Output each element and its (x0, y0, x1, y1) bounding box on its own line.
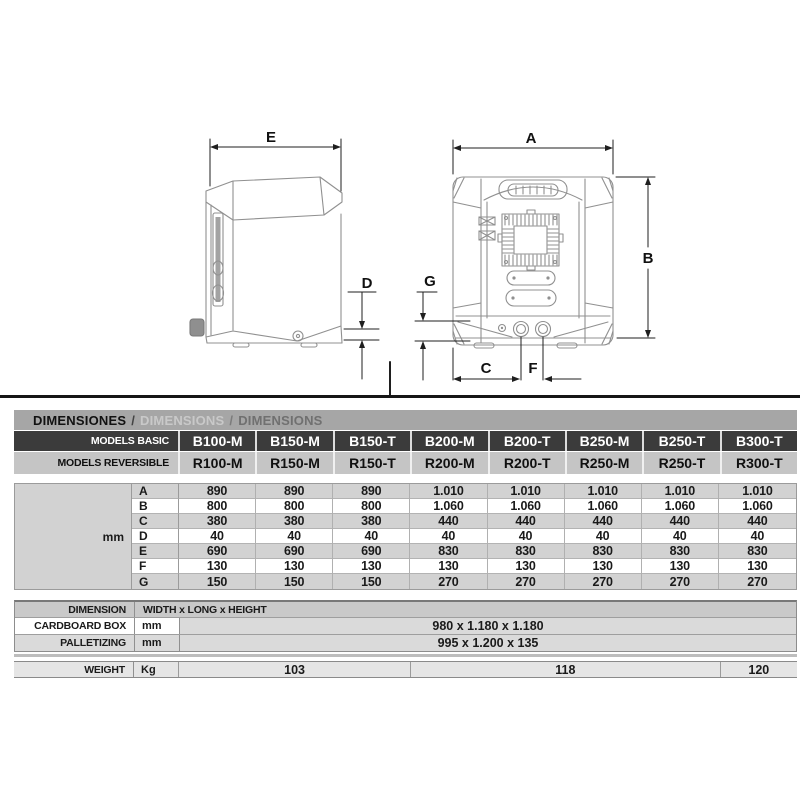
dim-value-cell: 40 (642, 529, 719, 544)
model-cell: R250-M (565, 452, 642, 474)
dim-value-cell: 130 (333, 559, 410, 574)
dim-value-cell: 440 (410, 514, 487, 529)
dim-letter: F (132, 559, 179, 574)
dim-value-cell: 380 (333, 514, 410, 529)
title-dimensions-en: DIMENSIONS (140, 412, 225, 428)
dim-label-C: C (480, 360, 492, 377)
dim-value-cell: 130 (488, 559, 565, 574)
dim-value-cell: 380 (256, 514, 333, 529)
model-cell: R150-M (255, 452, 332, 474)
models-reversible-label: MODELS REVERSIBLE (57, 457, 169, 469)
dim-value-cell: 890 (333, 484, 410, 499)
models-basic-row (14, 431, 797, 451)
dim-value-cell: 380 (179, 514, 256, 529)
dim-value-cell: 440 (488, 514, 565, 529)
dim-value-cell: 1.010 (410, 484, 487, 499)
dim-value-cell: 440 (719, 514, 796, 529)
palletizing-row (15, 634, 796, 651)
dim-value-cell: 40 (256, 529, 333, 544)
dim-value-cell: 440 (565, 514, 642, 529)
thin-separator-rule (14, 654, 797, 657)
model-cell: R150-T (333, 452, 410, 474)
model-cell: B250-M (565, 431, 642, 451)
dim-value-cell: 830 (488, 544, 565, 559)
dim-value-cell: 1.060 (488, 499, 565, 514)
model-cell: B150-T (333, 431, 410, 451)
dim-value-cell: 1.060 (410, 499, 487, 514)
dim-label-B: B (642, 250, 654, 267)
dim-value-cell: 270 (642, 574, 719, 589)
dim-value-cell: 130 (642, 559, 719, 574)
models-basic-label: MODELS BASIC (90, 435, 169, 447)
model-cell: B100-M (178, 431, 255, 451)
dim-letter: E (132, 544, 179, 559)
weight-table (14, 661, 797, 678)
dim-letter: A (132, 484, 179, 499)
title-dimensions-fr: DIMENSIONS (238, 412, 323, 428)
model-cell: R200-M (410, 452, 487, 474)
cardboard-box-value: 980 x 1.180 x 1.180 (179, 618, 796, 634)
dim-value-cell: 890 (179, 484, 256, 499)
dimension-format-label: WIDTH x LONG x HEIGHT (134, 602, 796, 617)
dim-value-cell: 270 (565, 574, 642, 589)
dim-value-cell: 800 (256, 499, 333, 514)
model-cell: R100-M (178, 452, 255, 474)
dim-value-cell: 1.010 (565, 484, 642, 499)
dim-value-cell: 270 (410, 574, 487, 589)
dim-value-cell: 1.010 (488, 484, 565, 499)
dim-value-cell: 830 (565, 544, 642, 559)
title-separator: / (131, 412, 136, 428)
dim-label-G: G (424, 273, 436, 290)
heat-pump-side-view (190, 177, 342, 347)
models-reversible-row (14, 452, 797, 474)
title-separator: / (229, 412, 234, 428)
title-dimensiones: DIMENSIONES (33, 412, 127, 428)
dim-label-D: D (361, 275, 373, 292)
weight-value-group-1: 103 (178, 662, 410, 677)
unit-label-mm: mm (15, 484, 132, 589)
model-cell: B150-M (255, 431, 332, 451)
dim-value-cell: 130 (410, 559, 487, 574)
dim-value-cell: 40 (410, 529, 487, 544)
cardboard-box-label: CARDBOARD BOX (34, 620, 126, 632)
dim-value-cell: 150 (179, 574, 256, 589)
palletizing-value: 995 x 1.200 x 135 (179, 635, 796, 651)
dim-value-cell: 690 (256, 544, 333, 559)
dim-value-cell: 130 (179, 559, 256, 574)
weight-label: WEIGHT (84, 663, 125, 676)
dim-value-cell: 890 (256, 484, 333, 499)
section-divider-bar (0, 395, 800, 398)
cardboard-box-unit: mm (134, 618, 179, 634)
model-cell: B250-T (642, 431, 719, 451)
tables-section (14, 410, 797, 678)
dim-value-cell: 1.060 (719, 499, 796, 514)
dim-value-cell: 270 (488, 574, 565, 589)
dim-value-cell: 130 (719, 559, 796, 574)
packaging-table (14, 600, 797, 652)
model-cell: R300-T (720, 452, 797, 474)
section-header-band (14, 410, 797, 430)
model-cell: B200-M (410, 431, 487, 451)
palletizing-label: PALLETIZING (60, 637, 126, 649)
dim-value-cell: 690 (179, 544, 256, 559)
dim-value-cell: 830 (410, 544, 487, 559)
model-cell: R250-T (642, 452, 719, 474)
dim-value-cell: 130 (565, 559, 642, 574)
dim-letter: B (132, 499, 179, 514)
dim-value-cell: 150 (256, 574, 333, 589)
model-cell: B300-T (720, 431, 797, 451)
dimension-label: DIMENSION (68, 603, 126, 616)
cardboard-box-row (15, 617, 796, 634)
dim-value-cell: 1.010 (642, 484, 719, 499)
weight-unit: Kg (133, 662, 178, 677)
dimensions-table (14, 483, 797, 590)
dim-value-cell: 830 (719, 544, 796, 559)
dim-label-E: E (265, 129, 277, 146)
packaging-header-row (15, 602, 796, 617)
dim-value-cell: 40 (488, 529, 565, 544)
dim-value-cell: 40 (179, 529, 256, 544)
dim-letter: G (132, 574, 179, 589)
dim-value-cell: 800 (333, 499, 410, 514)
dim-letter: D (132, 529, 179, 544)
dim-value-cell: 40 (565, 529, 642, 544)
dim-value-cell: 270 (719, 574, 796, 589)
weight-value-group-2: 118 (410, 662, 720, 677)
model-cell: R200-T (488, 452, 565, 474)
dim-value-cell: 130 (256, 559, 333, 574)
dim-value-cell: 40 (333, 529, 410, 544)
dim-letter: C (132, 514, 179, 529)
dim-value-cell: 40 (719, 529, 796, 544)
dim-value-cell: 440 (642, 514, 719, 529)
dim-value-cell: 800 (179, 499, 256, 514)
dim-value-cell: 1.060 (565, 499, 642, 514)
dim-label-F: F (528, 360, 538, 377)
dim-label-A: A (525, 130, 537, 147)
model-cell: B200-T (488, 431, 565, 451)
palletizing-unit: mm (134, 635, 179, 651)
dim-value-cell: 1.060 (642, 499, 719, 514)
dim-value-cell: 150 (333, 574, 410, 589)
dim-value-cell: 1.010 (719, 484, 796, 499)
dim-value-cell: 690 (333, 544, 410, 559)
heat-pump-front-view (453, 177, 613, 348)
weight-value-group-3: 120 (720, 662, 797, 677)
dim-value-cell: 830 (642, 544, 719, 559)
